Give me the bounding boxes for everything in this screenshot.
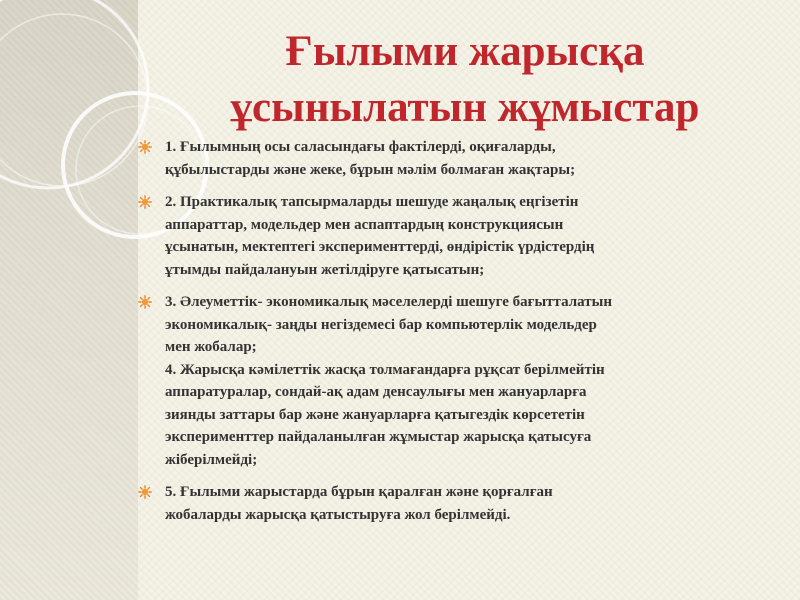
item-text-line: 3. Әлеуметтік- экономикалық мәселелерді шешуге бағытталатын bbox=[165, 294, 612, 310]
item-text-line: мен жобалар; bbox=[165, 339, 257, 355]
list-item bbox=[135, 481, 775, 526]
list-item bbox=[135, 136, 775, 181]
sun-bullet-icon bbox=[138, 295, 152, 309]
deco-circle-inner bbox=[0, 14, 148, 186]
list-item bbox=[135, 291, 775, 471]
sun-bullet-icon bbox=[138, 140, 152, 154]
sun-bullet-icon bbox=[138, 485, 152, 499]
item-text-line: ұсынатын, мектептегі эксперименттерді, өндірістік үрдістердің bbox=[165, 239, 595, 255]
item-text-line: 1. Ғылымның осы саласындағы фактілерді, оқиғаларды, bbox=[165, 139, 556, 155]
item-text-line: құбылыстарды және жеке, бұрын мәлім болмаған жақтары; bbox=[165, 161, 576, 178]
sun-bullet-icon bbox=[138, 195, 152, 209]
item-text-line: экономикалық- заңды негіздемесі бар компьютерлік модельдер bbox=[165, 316, 597, 333]
bullet-list bbox=[135, 136, 775, 536]
item-text-line: ұтымды пайдалануын жетілдіруге қатысатын; bbox=[165, 261, 485, 278]
item-text-line: 2. Практикалық тапсырмаларды шешуде жаңалық еңгізетін bbox=[165, 194, 579, 210]
item-text-line: 5. Ғылыми жарыстарда бұрын қаралған және қорғалған bbox=[165, 484, 553, 500]
item-text-line: жіберілмейді; bbox=[165, 451, 258, 468]
item-text-line: аппараттар, модельдер мен аспаптардың конструкциясын bbox=[165, 216, 564, 233]
slide-title-line-2: ұсынылатын жұмыстар bbox=[230, 84, 700, 131]
item-text-line: 4. Жарысқа кәмілеттік жасқа толмағандарға рұқсат берілмейтін bbox=[165, 361, 605, 378]
item-text-line: зиянды заттары бар және жануарларға қатыгездік көрсететін bbox=[165, 406, 585, 423]
item-text-line: эксперименттер пайдаланылған жұмыстар жарысқа қатысуға bbox=[165, 429, 592, 445]
item-text-line: жобаларды жарысқа қатыстыруға жол берілмейді. bbox=[165, 506, 511, 523]
item-text-line: аппаратуралар, сондай-ақ адам денсаулығы мен жануарларға bbox=[165, 384, 587, 400]
list-item bbox=[135, 191, 775, 281]
slide-title-line-1: Ғылыми жарысқа bbox=[285, 28, 645, 75]
